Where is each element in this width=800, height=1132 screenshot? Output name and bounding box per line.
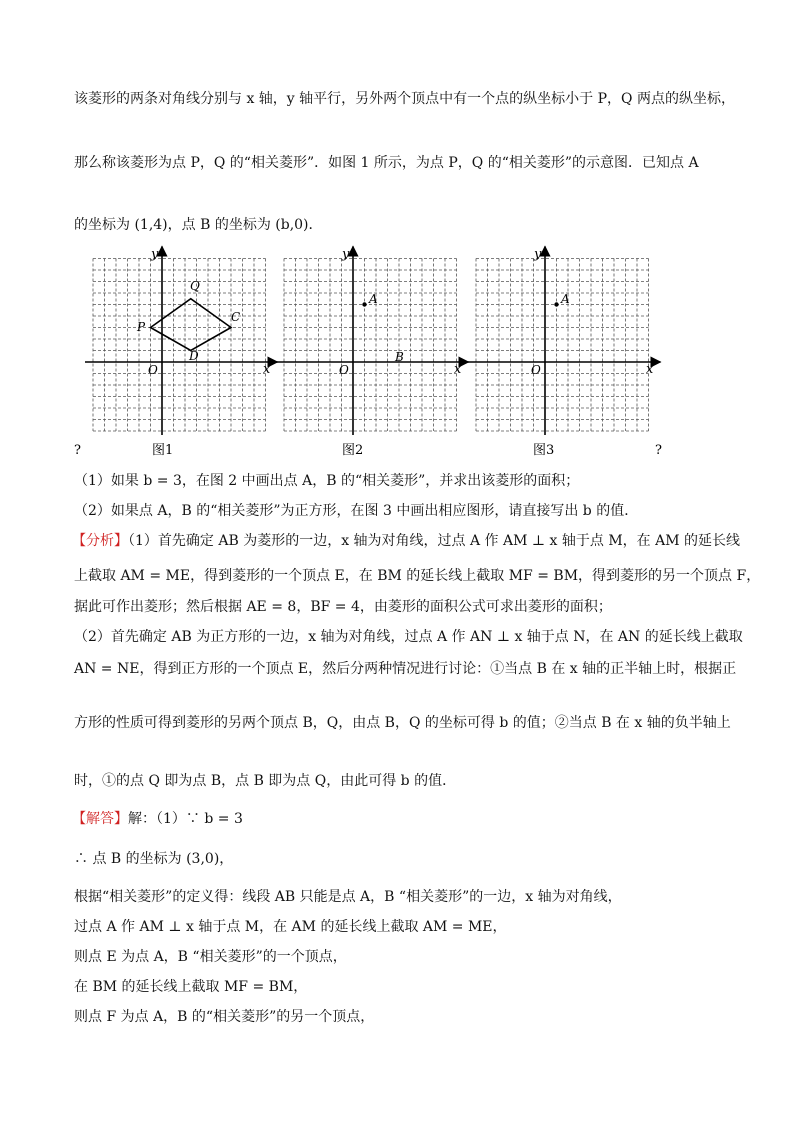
figure-2 <box>276 247 469 436</box>
solution-line-5: 则点 E 为点 A，B “相关菱形”的一个顶点， <box>74 949 347 965</box>
fig1-point-c: C <box>231 310 241 324</box>
paragraph-line-1: 该菱形的两条对角线分别与 x 轴，y 轴平行，另外两个顶点中有一个点的纵坐标小于 P，Q 两点的纵坐标， <box>74 91 735 107</box>
analysis-line-2: 上截取 AM = ME，得到菱形的一个顶点 E，在 BM 的延长线上截取 MF = BM，得到菱形的另一个顶点 F， <box>74 568 761 584</box>
solution-line-3: 根据“相关菱形”的定义得：线段 AB 只能是点 A，B “相关菱形”的一边，x 轴为对角线， <box>74 889 622 905</box>
fig2-origin-label: O <box>339 363 349 377</box>
fig1-origin-label: O <box>148 363 158 377</box>
figure-1 <box>85 247 278 436</box>
question-mark-left: ? <box>74 443 81 458</box>
fig3-y-label: y <box>534 247 542 262</box>
caption-figure-1: 图1 <box>152 443 174 458</box>
caption-figure-3: 图3 <box>533 443 555 458</box>
fig1-point-q: Q <box>190 279 200 293</box>
fig1-x-label: x <box>263 362 271 377</box>
solution-line-4: 过点 A 作 AM ⊥ x 轴于点 M，在 AM 的延长线上截取 AM = ME， <box>74 919 507 935</box>
analysis-line-4: （2）首先确定 AB 为正方形的一边，x 轴为对角线，过点 A 作 AN ⊥ x 轴于点 N，在 AN 的延长线上截取 <box>74 629 743 645</box>
analysis-text-1: （1）首先确定 AB 为菱形的一边，x 轴为对角线，过点 A 作 AM ⊥ x 轴于点 M，在 AM 的延长线 <box>128 533 740 549</box>
solution-line-7: 则点 F 为点 A，B 的“相关菱形”的另一个顶点， <box>74 1009 375 1025</box>
fig2-x-label: x <box>454 362 462 377</box>
solution-line-1 <box>72 808 243 828</box>
fig1-y-label: y <box>151 247 159 262</box>
solution-text-1: 解：（1）∵ b = 3 <box>128 811 243 827</box>
point-a-dot <box>554 302 558 306</box>
fig2-point-a: A <box>369 292 378 306</box>
solution-line-2: ∴ 点 B 的坐标为 (3,0)， <box>74 851 234 867</box>
paragraph-line-2: 那么称该菱形为点 P，Q 的“相关菱形”．如图 1 所示，为点 P，Q 的“相关菱形”的示意图．已知点 A <box>74 155 699 171</box>
question-1: （1）如果 b = 3，在图 2 中画出点 A，B 的“相关菱形”，并求出该菱形的面积； <box>74 473 580 489</box>
fig2-y-label: y <box>342 247 350 262</box>
analysis-line-1 <box>72 530 740 550</box>
analysis-tag: 【分析】 <box>72 533 128 549</box>
question-2: （2）如果点 A，B 的“相关菱形”为正方形，在图 3 中画出相应图形，请直接写出 b 的值． <box>74 503 639 519</box>
fig3-x-label: x <box>646 362 654 377</box>
caption-figure-2: 图2 <box>342 443 364 458</box>
analysis-line-3: 据此可作出菱形；然后根据 AE = 8，BF = 4，由菱形的面积公式可求出菱形的面积； <box>74 599 612 615</box>
fig3-origin-label: O <box>531 363 541 377</box>
analysis-line-7: 时，①的点 Q 即为点 B，点 B 即为点 Q，由此可得 b 的值． <box>74 773 457 789</box>
point-a-dot <box>362 302 366 306</box>
coordinate-figures <box>0 240 800 465</box>
question-mark-right: ? <box>655 443 662 458</box>
figure-3 <box>468 247 661 436</box>
solution-line-6: 在 BM 的延长线上截取 MF = BM， <box>74 979 308 995</box>
fig2-point-b: B <box>395 350 404 364</box>
analysis-line-6: 方形的性质可得到菱形的另两个顶点 B，Q，由点 B，Q 的坐标可得 b 的值；②当点 B 在 x 轴的负半轴上 <box>74 715 731 731</box>
fig1-point-d: D <box>189 349 199 363</box>
fig3-point-a: A <box>561 292 570 306</box>
fig1-point-p: P <box>137 320 146 334</box>
analysis-line-5: AN = NE，得到正方形的一个顶点 E，然后分两种情况进行讨论：①当点 B 在 x 轴的正半轴上时，根据正 <box>74 661 737 677</box>
solution-tag: 【解答】 <box>72 811 128 827</box>
paragraph-line-3: 的坐标为 (1,4)，点 B 的坐标为 (b,0)． <box>74 217 323 233</box>
